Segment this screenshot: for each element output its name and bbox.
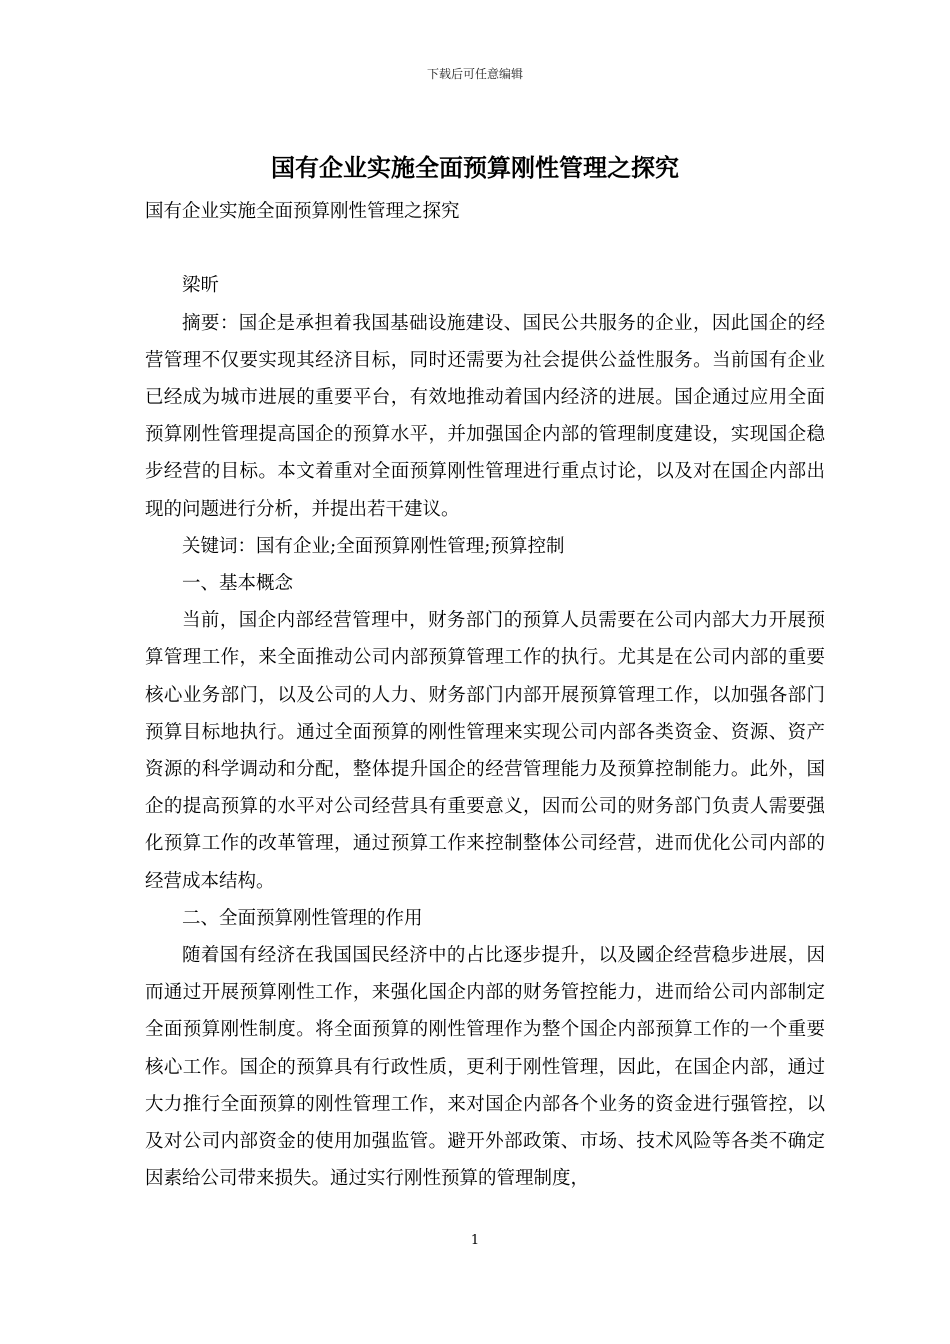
- document-body: [145, 193, 825, 1197]
- section-2-paragraph: 随着国有经济在我国国民经济中的占比逐步提升，以及國企经营稳步进展，因而通过开展预算刚性工作，来强化国企内部的财务管控能力，进而给公司内部制定全面预算刚性制度。将全面预算的刚性管理作为整个国企内部预算工作的一个重要核心工作。国企的预算具有行政性质，更利于刚性管理，因此，在国企内部，通过大力推行全面预算的刚性管理工作，来对国企内部各个业务的资金进行强管控，以及对公司内部资金的使用加强监管。避开外部政策、市场、技术风险等各类不确定因素给公司带来损失。通过实行刚性预算的管理制度，: [145, 945, 825, 1190]
- document-subtitle: 国有企业实施全面预算刚性管理之探究: [145, 201, 460, 222]
- page-number: 1: [470, 1233, 480, 1248]
- section-1-heading: 一、基本概念: [182, 573, 294, 595]
- page-header-note: 下载后可任意编辑: [426, 67, 523, 81]
- section-1-paragraph: 当前，国企内部经营管理中，财务部门的预算人员需要在公司内部大力开展预算管理工作，来全面推动公司内部预算管理工作的执行。尤其是在公司内部的重要核心业务部门，以及公司的人力、财务部门内部开展预算管理工作，以加强各部门预算目标地执行。通过全面预算的刚性管理来实现公司内部各类资金、资源、资产资源的科学调动和分配，整体提升国企的经营管理能力及预算控制能力。此外，国企的提高预算的水平对公司经营具有重要意义，因而公司的财务部门负责人需要强化预算工作的改革管理，通过预算工作来控制整体公司经营，进而优化公司内部的经营成本结构。: [145, 610, 825, 892]
- keywords-line: 关键词：国有企业;全面预算刚性管理;预算控制: [182, 535, 565, 557]
- blank-line: [145, 230, 825, 267]
- document-title: 国有企业实施全面预算刚性管理之探究: [271, 153, 679, 182]
- abstract-paragraph: 摘要：国企是承担着我国基础设施建设、国民公共服务的企业，因此国企的经营管理不仅要实现其经济目标，同时还需要为社会提供公益性服务。当前国有企业已经成为城市进展的重要平台，有效地推动着国内经济的进展。国企通过应用全面预算刚性管理提高国企的预算水平，并加强国企内部的管理制度建设，实现国企稳步经营的目标。本文着重对全面预算刚性管理进行重点讨论，以及对在国企内部出现的问题进行分析，并提出若干建议。: [145, 312, 825, 520]
- section-2-heading: 二、全面预算刚性管理的作用: [182, 907, 423, 929]
- author-name: 梁昕: [182, 275, 220, 297]
